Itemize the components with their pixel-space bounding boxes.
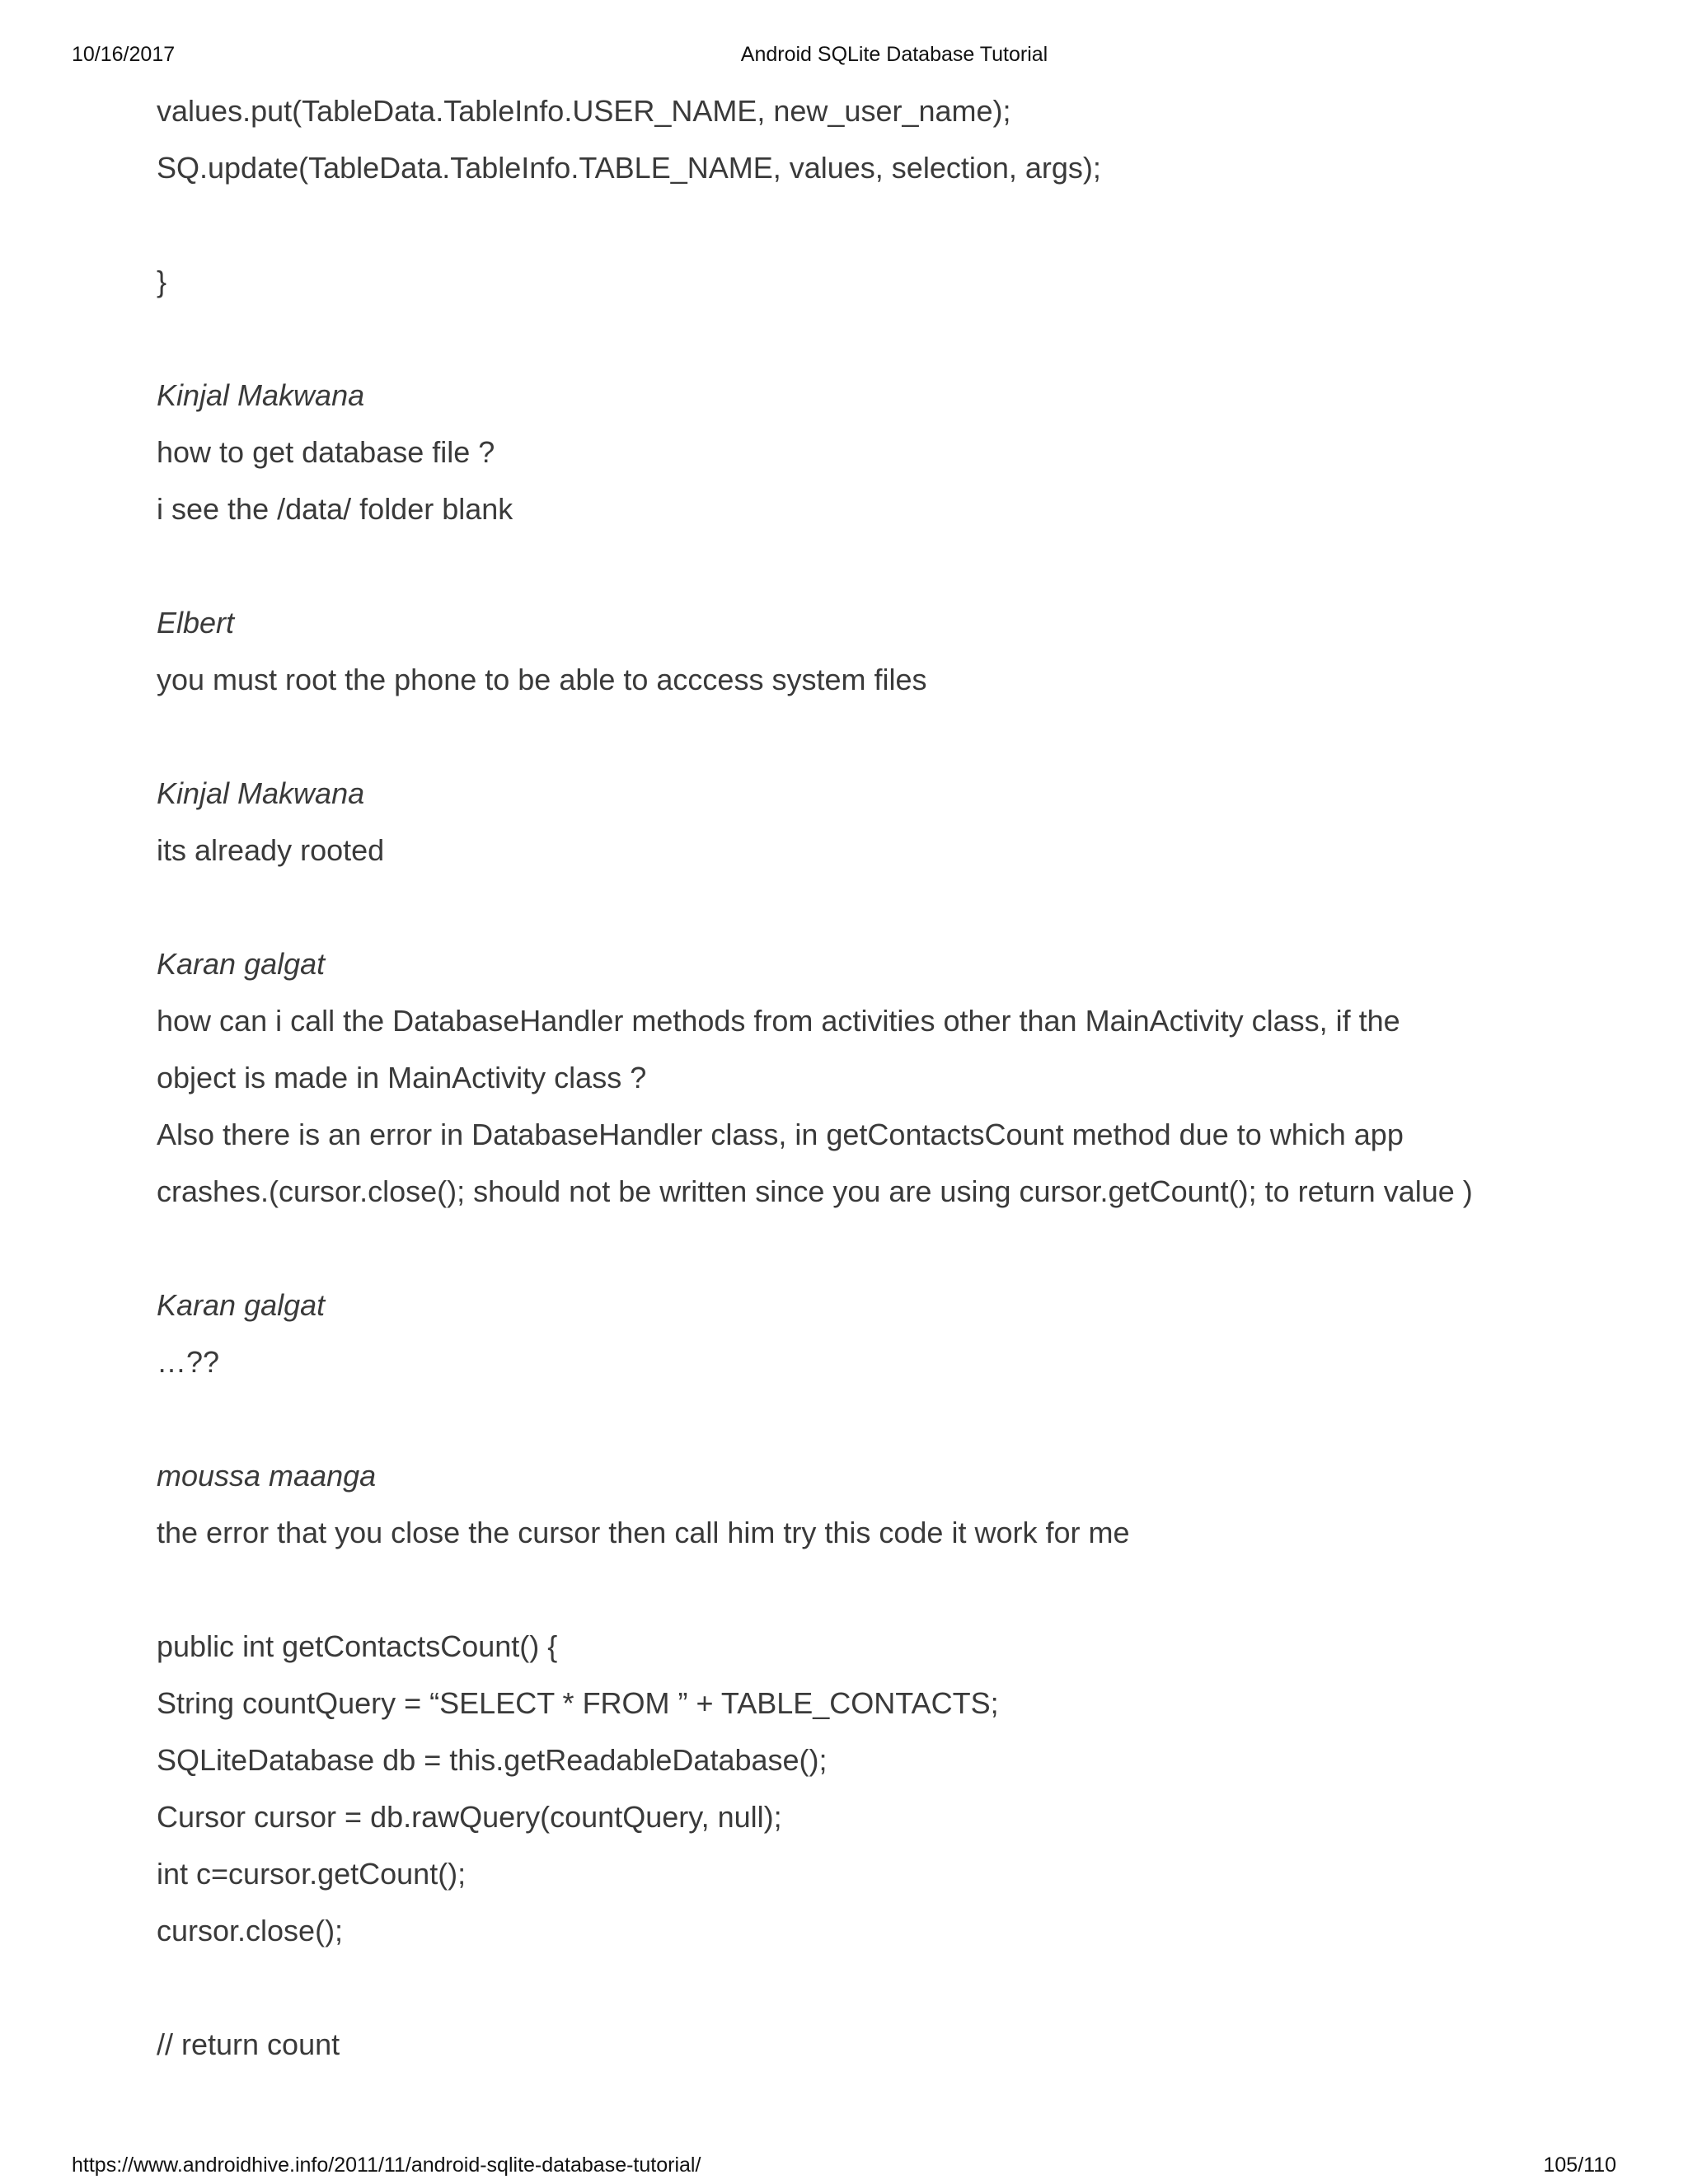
comment-text: you must root the phone to be able to acccess system files xyxy=(157,663,927,696)
comment-text: object is made in MainActivity class ? xyxy=(157,1061,647,1094)
document-body xyxy=(157,82,1574,2073)
print-date: 10/16/2017 xyxy=(72,43,176,66)
code-line: String countQuery = “SELECT * FROM ” + TABLE_CONTACTS; xyxy=(157,1686,999,1720)
comment-text: how to get database file ? xyxy=(157,435,495,469)
comment-text: i see the /data/ folder blank xyxy=(157,492,513,526)
code-line: values.put(TableData.TableInfo.USER_NAME, new_user_name); xyxy=(157,94,1011,128)
source-url: https://www.androidhive.info/2011/11/android-sqlite-database-tutorial/ xyxy=(72,2154,701,2177)
comment-text: its already rooted xyxy=(157,833,385,867)
comment-text: …?? xyxy=(157,1345,220,1379)
code-line: SQLiteDatabase db = this.getReadableDatabase(); xyxy=(157,1743,828,1777)
code-line: } xyxy=(157,265,167,298)
page-number: 105/110 xyxy=(1543,2154,1616,2177)
comment-text: the error that you close the cursor then call him try this code it work for me xyxy=(157,1516,1130,1549)
comment-author: Kinjal Makwana xyxy=(157,378,365,412)
comment-text: how can i call the DatabaseHandler methods from activities other than MainActivity class, if the xyxy=(157,1004,1400,1038)
code-line: Cursor cursor = db.rawQuery(countQuery, null); xyxy=(157,1800,782,1834)
code-comment-line: // return count xyxy=(157,2027,340,2061)
code-line: int c=cursor.getCount(); xyxy=(157,1857,467,1891)
comment-text: Also there is an error in DatabaseHandler class, in getContactsCount method due to which app xyxy=(157,1118,1404,1151)
code-line: public int getContactsCount() { xyxy=(157,1629,558,1663)
document-title: Android SQLite Database Tutorial xyxy=(740,43,1048,66)
comment-author: Karan galgat xyxy=(157,947,326,981)
comment-author: Karan galgat xyxy=(157,1288,326,1322)
code-line: cursor.close(); xyxy=(157,1914,344,1947)
comment-text: crashes.(cursor.close(); should not be written since you are using cursor.getCount(); to return value ) xyxy=(157,1174,1473,1208)
page-header xyxy=(0,43,1688,71)
page-footer xyxy=(0,2154,1688,2182)
code-line: SQ.update(TableData.TableInfo.TABLE_NAME, values, selection, args); xyxy=(157,151,1101,185)
comment-author: moussa maanga xyxy=(157,1459,377,1493)
comment-author: Kinjal Makwana xyxy=(157,776,365,810)
comment-author: Elbert xyxy=(157,606,235,640)
